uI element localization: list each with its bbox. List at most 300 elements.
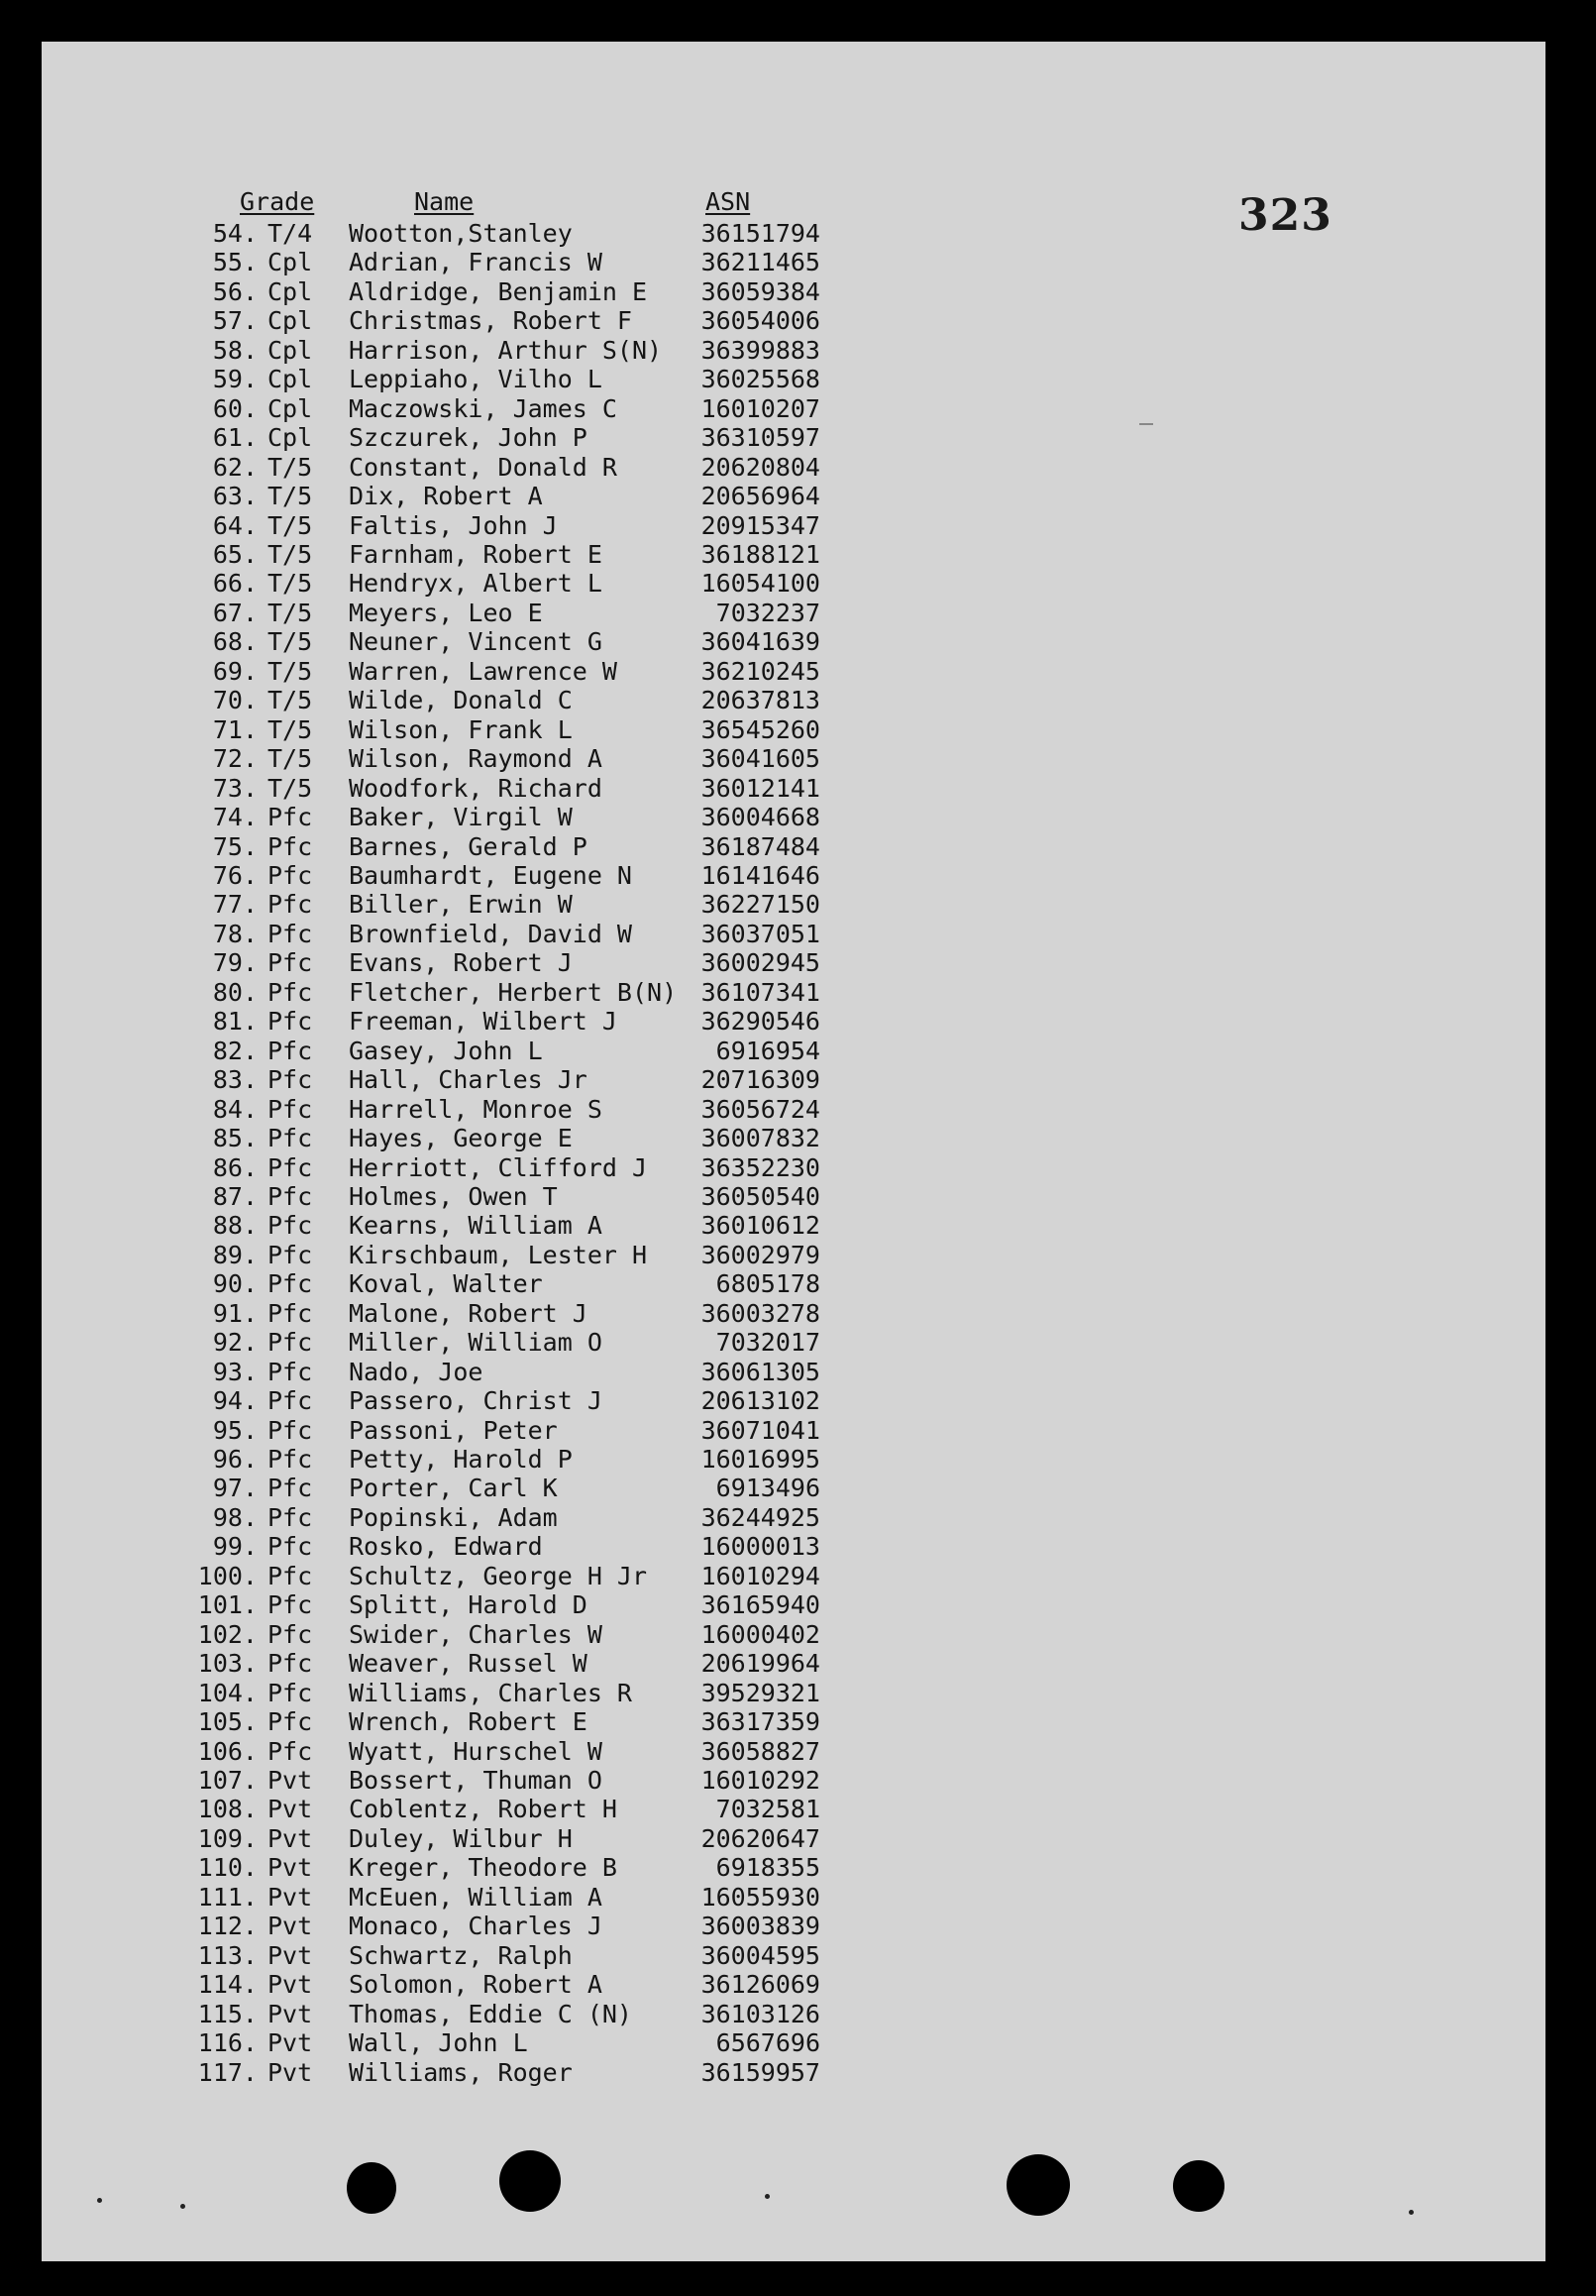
row-name: Herriott, Clifford J	[349, 1152, 648, 1182]
row-name: Harrell, Monroe S	[349, 1094, 602, 1124]
roster-row	[180, 1182, 834, 1211]
document-page	[42, 42, 1545, 2261]
row-grade: Pfc	[267, 1036, 313, 1065]
row-name: Monaco, Charles J	[349, 1912, 602, 1941]
row-grade: Pfc	[267, 1211, 313, 1241]
row-number: 115.	[197, 1999, 258, 2028]
roster-row	[180, 1474, 834, 1502]
row-number: 94.	[212, 1386, 258, 1416]
punch-hole	[1173, 2160, 1224, 2212]
row-asn: 36037051	[700, 919, 820, 948]
row-grade: Pfc	[267, 1065, 313, 1095]
roster-row	[180, 1795, 834, 1823]
row-grade: Cpl	[267, 248, 313, 277]
row-asn: 36004668	[700, 803, 820, 832]
row-name: Koval, Walter	[349, 1269, 543, 1299]
row-grade: Cpl	[267, 365, 313, 394]
row-number: 83.	[212, 1065, 258, 1095]
row-grade: T/5	[267, 598, 313, 627]
row-name: Brownfield, David W	[349, 919, 632, 948]
roster-row	[180, 1037, 834, 1065]
row-grade: Pfc	[267, 977, 313, 1007]
roster-row	[180, 803, 834, 831]
row-asn: 36050540	[700, 1181, 820, 1211]
row-number: 64.	[212, 510, 258, 540]
row-name: Freeman, Wilbert J	[349, 1007, 617, 1037]
row-grade: T/5	[267, 627, 313, 657]
row-name: Popinski, Adam	[349, 1502, 558, 1532]
row-asn: 36003839	[700, 1912, 820, 1941]
row-grade: T/5	[267, 510, 313, 540]
row-grade: Pvt	[267, 1912, 313, 1941]
roster-row	[180, 1912, 834, 1940]
row-asn: 36227150	[700, 890, 820, 920]
row-name: Thomas, Eddie C (N)	[349, 1999, 632, 2028]
row-number: 70.	[212, 686, 258, 715]
row-grade: Cpl	[267, 276, 313, 306]
row-number: 62.	[212, 452, 258, 482]
row-grade: Pfc	[267, 803, 313, 832]
roster-row	[180, 920, 834, 948]
row-name: Woodfork, Richard	[349, 773, 602, 803]
row-name: Coblentz, Robert H	[349, 1795, 617, 1824]
row-grade: Cpl	[267, 306, 313, 336]
row-asn: 6918355	[715, 1853, 820, 1883]
dash-mark	[1139, 423, 1153, 425]
row-name: Rosko, Edward	[349, 1532, 543, 1562]
roster-row	[180, 657, 834, 686]
roster-row	[180, 1269, 834, 1298]
row-name: Maczowski, James C	[349, 393, 617, 423]
row-asn: 36210245	[700, 656, 820, 686]
row-number: 110.	[197, 1853, 258, 1883]
roster-row	[180, 1153, 834, 1182]
row-number: 106.	[197, 1736, 258, 1766]
row-grade: T/5	[267, 569, 313, 599]
row-grade: Pfc	[267, 1357, 313, 1386]
row-grade: Pfc	[267, 1181, 313, 1211]
row-asn: 6916954	[715, 1036, 820, 1065]
row-grade: Pfc	[267, 1298, 313, 1328]
row-number: 56.	[212, 276, 258, 306]
roster-row	[180, 1007, 834, 1036]
row-asn: 36010612	[700, 1211, 820, 1241]
row-name: Malone, Robert J	[349, 1298, 587, 1328]
roster-row	[180, 744, 834, 773]
row-number: 69.	[212, 656, 258, 686]
row-grade: Pvt	[267, 1795, 313, 1824]
row-name: Wilson, Raymond A	[349, 744, 602, 774]
roster-row	[180, 978, 834, 1007]
row-number: 103.	[197, 1649, 258, 1679]
roster-row	[180, 540, 834, 569]
row-asn: 36041605	[700, 744, 820, 774]
roster-header	[180, 185, 834, 219]
roster-row	[180, 832, 834, 861]
row-asn: 20716309	[700, 1065, 820, 1095]
row-asn: 36002945	[700, 948, 820, 978]
roster-row	[180, 2000, 834, 2028]
row-asn: 16010294	[700, 1561, 820, 1590]
row-name: Evans, Robert J	[349, 948, 573, 978]
row-number: 100.	[197, 1561, 258, 1590]
row-asn: 36056724	[700, 1094, 820, 1124]
roster-row	[180, 1562, 834, 1590]
roster-row	[180, 1211, 834, 1240]
row-grade: Pfc	[267, 1736, 313, 1766]
row-asn: 20619964	[700, 1649, 820, 1679]
row-asn: 20656964	[700, 482, 820, 511]
row-number: 80.	[212, 977, 258, 1007]
row-number: 99.	[212, 1532, 258, 1562]
row-grade: Pvt	[267, 2028, 313, 2058]
row-name: Kreger, Theodore B	[349, 1853, 617, 1883]
row-number: 93.	[212, 1357, 258, 1386]
row-number: 107.	[197, 1766, 258, 1796]
name-column-header: Name	[414, 187, 475, 216]
row-name: Biller, Erwin W	[349, 890, 573, 920]
row-grade: T/5	[267, 539, 313, 569]
row-grade: Pfc	[267, 1445, 313, 1475]
roster-row	[180, 890, 834, 919]
row-name: Wall, John L	[349, 2028, 528, 2058]
row-number: 109.	[197, 1823, 258, 1853]
roster-row	[180, 394, 834, 423]
roster-row	[180, 1853, 834, 1882]
row-name: Szczurek, John P	[349, 423, 587, 453]
row-number: 88.	[212, 1211, 258, 1241]
row-name: Wootton,Stanley	[349, 219, 573, 248]
row-name: Williams, Charles R	[349, 1678, 632, 1707]
row-asn: 16055930	[700, 1882, 820, 1912]
roster-row	[180, 277, 834, 306]
row-name: Splitt, Harold D	[349, 1590, 587, 1620]
row-grade: Pfc	[267, 1707, 313, 1737]
row-asn: 36002979	[700, 1240, 820, 1269]
row-number: 74.	[212, 803, 258, 832]
roster-row	[180, 1358, 834, 1386]
row-asn: 16000402	[700, 1619, 820, 1649]
page-number: 323	[1238, 190, 1332, 241]
row-grade: T/5	[267, 482, 313, 511]
row-asn: 36126069	[700, 1970, 820, 2000]
row-asn: 16054100	[700, 569, 820, 599]
row-asn: 36151794	[700, 219, 820, 248]
row-grade: Pfc	[267, 1590, 313, 1620]
roster-row	[180, 1970, 834, 1999]
roster-row	[180, 1065, 834, 1094]
row-asn: 7032581	[715, 1795, 820, 1824]
row-number: 86.	[212, 1152, 258, 1182]
punch-hole	[1007, 2154, 1070, 2216]
row-asn: 36071041	[700, 1415, 820, 1445]
row-grade: Pfc	[267, 1269, 313, 1299]
row-name: Schwartz, Ralph	[349, 1940, 573, 1970]
roster-row	[180, 1824, 834, 1853]
row-number: 75.	[212, 831, 258, 861]
row-name: Kirschbaum, Lester H	[349, 1240, 648, 1269]
row-name: Wilson, Frank L	[349, 714, 573, 744]
row-number: 59.	[212, 365, 258, 394]
row-grade: Pfc	[267, 919, 313, 948]
roster-row	[180, 1386, 834, 1415]
speck-mark	[97, 2198, 102, 2203]
row-grade: Pfc	[267, 948, 313, 978]
row-grade: Pfc	[267, 1094, 313, 1124]
roster-row	[180, 1737, 834, 1766]
roster-row	[180, 1766, 834, 1795]
row-grade: Pvt	[267, 1970, 313, 2000]
row-number: 104.	[197, 1678, 258, 1707]
roster-row	[180, 715, 834, 744]
roster-row	[180, 2028, 834, 2057]
row-name: McEuen, William A	[349, 1882, 602, 1912]
row-number: 58.	[212, 335, 258, 365]
row-grade: T/5	[267, 773, 313, 803]
row-asn: 6805178	[715, 1269, 820, 1299]
row-asn: 36058827	[700, 1736, 820, 1766]
row-grade: T/5	[267, 452, 313, 482]
row-asn: 36188121	[700, 539, 820, 569]
roster-row	[180, 2058, 834, 2087]
row-grade: Pfc	[267, 1007, 313, 1037]
row-asn: 36059384	[700, 276, 820, 306]
row-grade: Pfc	[267, 1124, 313, 1153]
grade-column-header: Grade	[240, 187, 315, 216]
row-number: 97.	[212, 1474, 258, 1503]
row-name: Fletcher, Herbert B(N)	[349, 977, 678, 1007]
row-number: 113.	[197, 1940, 258, 1970]
row-number: 55.	[212, 248, 258, 277]
row-number: 105.	[197, 1707, 258, 1737]
row-number: 114.	[197, 1970, 258, 2000]
row-grade: Pfc	[267, 1649, 313, 1679]
speck-mark	[180, 2204, 185, 2209]
row-grade: Pfc	[267, 1152, 313, 1182]
row-number: 112.	[197, 1912, 258, 1941]
row-asn: 20637813	[700, 686, 820, 715]
roster-row	[180, 1299, 834, 1328]
row-number: 85.	[212, 1124, 258, 1153]
row-name: Holmes, Owen T	[349, 1181, 558, 1211]
row-name: Porter, Carl K	[349, 1474, 558, 1503]
row-asn: 36165940	[700, 1590, 820, 1620]
row-asn: 20613102	[700, 1386, 820, 1416]
roster-row	[180, 599, 834, 627]
row-asn: 36054006	[700, 306, 820, 336]
roster-row	[180, 1532, 834, 1561]
row-name: Hayes, George E	[349, 1124, 573, 1153]
roster-row	[180, 1679, 834, 1707]
row-name: Meyers, Leo E	[349, 598, 543, 627]
roster-row	[180, 1620, 834, 1649]
row-grade: Pfc	[267, 1561, 313, 1590]
row-asn: 39529321	[700, 1678, 820, 1707]
row-asn: 36310597	[700, 423, 820, 453]
row-number: 54.	[212, 219, 258, 248]
row-asn: 36061305	[700, 1357, 820, 1386]
row-asn: 6567696	[715, 2028, 820, 2058]
row-number: 71.	[212, 714, 258, 744]
row-asn: 36545260	[700, 714, 820, 744]
speck-mark	[765, 2194, 770, 2199]
row-number: 60.	[212, 393, 258, 423]
row-asn: 36159957	[700, 2057, 820, 2087]
row-asn: 36187484	[700, 831, 820, 861]
row-grade: T/5	[267, 656, 313, 686]
roster-row	[180, 1445, 834, 1474]
row-asn: 20620804	[700, 452, 820, 482]
row-grade: Pfc	[267, 890, 313, 920]
row-name: Swider, Charles W	[349, 1619, 602, 1649]
row-grade: Cpl	[267, 423, 313, 453]
row-grade: Pvt	[267, 1853, 313, 1883]
roster-table	[180, 185, 834, 2087]
row-name: Wilde, Donald C	[349, 686, 573, 715]
row-number: 90.	[212, 1269, 258, 1299]
row-grade: Pfc	[267, 1502, 313, 1532]
row-name: Faltis, John J	[349, 510, 558, 540]
roster-row	[180, 627, 834, 656]
row-asn: 16010207	[700, 393, 820, 423]
row-name: Wyatt, Hurschel W	[349, 1736, 602, 1766]
row-name: Warren, Lawrence W	[349, 656, 617, 686]
roster-row	[180, 686, 834, 714]
row-grade: Pvt	[267, 1766, 313, 1796]
row-asn: 16141646	[700, 860, 820, 890]
roster-row	[180, 365, 834, 393]
roster-row	[180, 248, 834, 276]
row-asn: 36004595	[700, 1940, 820, 1970]
row-name: Hendryx, Albert L	[349, 569, 602, 599]
roster-row	[180, 1941, 834, 1970]
row-grade: Cpl	[267, 335, 313, 365]
row-name: Constant, Donald R	[349, 452, 617, 482]
row-asn: 36003278	[700, 1298, 820, 1328]
row-grade: Pvt	[267, 1882, 313, 1912]
row-name: Weaver, Russel W	[349, 1649, 587, 1679]
row-number: 101.	[197, 1590, 258, 1620]
row-grade: Pvt	[267, 1823, 313, 1853]
roster-row	[180, 423, 834, 452]
row-name: Schultz, George H Jr	[349, 1561, 648, 1590]
row-grade: Pfc	[267, 1328, 313, 1358]
row-asn: 36107341	[700, 977, 820, 1007]
row-number: 68.	[212, 627, 258, 657]
roster-rows	[180, 219, 834, 2087]
row-asn: 20620647	[700, 1823, 820, 1853]
row-asn: 16016995	[700, 1445, 820, 1475]
row-name: Passoni, Peter	[349, 1415, 558, 1445]
row-grade: Pfc	[267, 1532, 313, 1562]
roster-row	[180, 1095, 834, 1124]
roster-row	[180, 948, 834, 977]
punch-hole	[347, 2162, 396, 2214]
row-asn: 36012141	[700, 773, 820, 803]
row-asn: 36399883	[700, 335, 820, 365]
row-name: Bossert, Thuman O	[349, 1766, 602, 1796]
row-grade: T/4	[267, 219, 313, 248]
row-number: 102.	[197, 1619, 258, 1649]
row-name: Solomon, Robert A	[349, 1970, 602, 2000]
row-number: 95.	[212, 1415, 258, 1445]
row-name: Farnham, Robert E	[349, 539, 602, 569]
row-number: 98.	[212, 1502, 258, 1532]
row-name: Gasey, John L	[349, 1036, 543, 1065]
punch-hole	[499, 2150, 561, 2212]
row-grade: Pfc	[267, 1240, 313, 1269]
row-number: 84.	[212, 1094, 258, 1124]
roster-row	[180, 1883, 834, 1912]
row-number: 67.	[212, 598, 258, 627]
roster-row	[180, 306, 834, 335]
row-name: Hall, Charles Jr	[349, 1065, 587, 1095]
row-number: 87.	[212, 1181, 258, 1211]
roster-row	[180, 861, 834, 890]
roster-row	[180, 1241, 834, 1269]
row-asn: 20915347	[700, 510, 820, 540]
row-grade: Pfc	[267, 860, 313, 890]
row-name: Williams, Roger	[349, 2057, 573, 2087]
roster-row	[180, 219, 834, 248]
row-grade: Pvt	[267, 1940, 313, 1970]
roster-row	[180, 774, 834, 803]
row-name: Adrian, Francis W	[349, 248, 602, 277]
roster-row	[180, 482, 834, 510]
row-number: 92.	[212, 1328, 258, 1358]
row-number: 91.	[212, 1298, 258, 1328]
row-name: Baker, Virgil W	[349, 803, 573, 832]
row-grade: Pfc	[267, 1474, 313, 1503]
roster-row	[180, 336, 834, 365]
row-asn: 36041639	[700, 627, 820, 657]
roster-row	[180, 1649, 834, 1678]
row-number: 81.	[212, 1007, 258, 1037]
row-grade: T/5	[267, 744, 313, 774]
row-grade: Pfc	[267, 1415, 313, 1445]
row-name: Baumhardt, Eugene N	[349, 860, 632, 890]
roster-row	[180, 569, 834, 598]
row-number: 116.	[197, 2028, 258, 2058]
row-name: Dix, Robert A	[349, 482, 543, 511]
row-name: Nado, Joe	[349, 1357, 483, 1386]
row-number: 57.	[212, 306, 258, 336]
row-asn: 6913496	[715, 1474, 820, 1503]
row-asn: 36244925	[700, 1502, 820, 1532]
roster-row	[180, 1707, 834, 1736]
row-asn: 36352230	[700, 1152, 820, 1182]
row-number: 117.	[197, 2057, 258, 2087]
roster-row	[180, 511, 834, 540]
row-number: 76.	[212, 860, 258, 890]
row-asn: 36103126	[700, 1999, 820, 2028]
row-asn: 36211465	[700, 248, 820, 277]
roster-row	[180, 1590, 834, 1619]
roster-row	[180, 1503, 834, 1532]
row-name: Duley, Wilbur H	[349, 1823, 573, 1853]
row-name: Harrison, Arthur S(N)	[349, 335, 663, 365]
row-name: Aldridge, Benjamin E	[349, 276, 648, 306]
row-grade: Pfc	[267, 1619, 313, 1649]
row-asn: 16010292	[700, 1766, 820, 1796]
row-number: 108.	[197, 1795, 258, 1824]
roster-row	[180, 1124, 834, 1152]
row-grade: Pfc	[267, 831, 313, 861]
row-grade: Pvt	[267, 1999, 313, 2028]
row-grade: T/5	[267, 714, 313, 744]
roster-row	[180, 453, 834, 482]
row-number: 78.	[212, 919, 258, 948]
